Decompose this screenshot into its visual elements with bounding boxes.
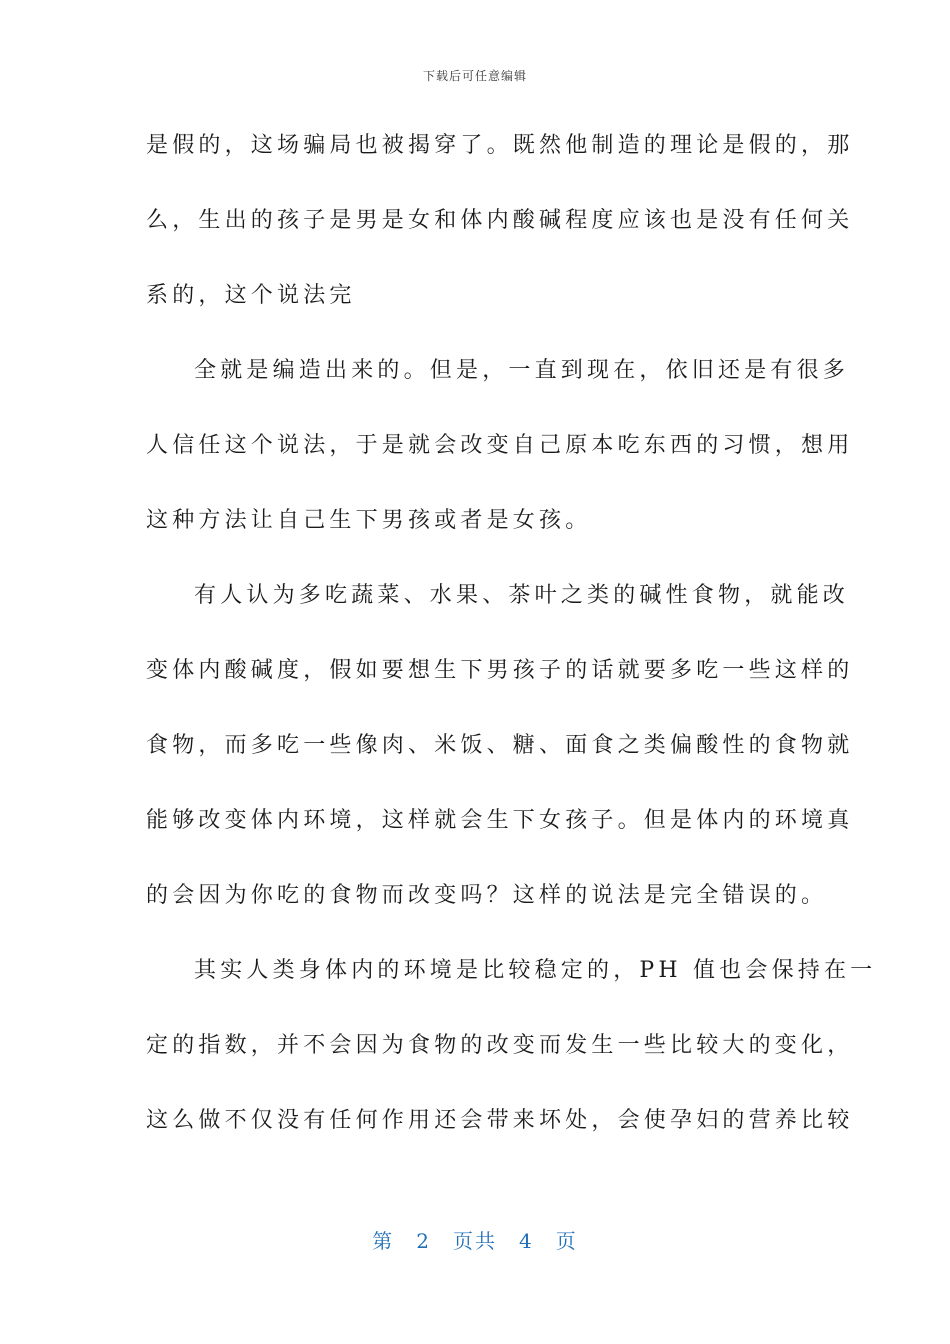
page-footer	[0, 1225, 950, 1254]
paragraph-first-line: 有人认为多吃蔬菜、水果、茶叶之类的碱性食物，就能改	[194, 583, 850, 608]
text-line: 是假的，这场骗局也被揭穿了。既然他制造的理论是假的，那	[146, 133, 854, 158]
total-pages-number: 4	[519, 1229, 534, 1253]
footer-prefix: 第	[372, 1229, 395, 1253]
text-line: 这种方法让自己生下男孩或者是女孩。	[146, 508, 592, 533]
text-line: 变体内酸碱度，假如要想生下男孩子的话就要多吃一些这样的	[146, 658, 854, 683]
body-text	[146, 118, 877, 1168]
footer-middle: 页共	[453, 1229, 497, 1253]
header-note: 下载后可任意编辑	[422, 69, 527, 83]
text-line: 么，生出的孩子是男是女和体内酸碱程度应该也是没有任何关	[146, 208, 854, 233]
text-line: 定的指数，并不会因为食物的改变而发生一些比较大的变化，	[146, 1033, 854, 1058]
footer-suffix: 页	[555, 1229, 578, 1253]
paragraph-first-line: 全就是编造出来的。但是，一直到现在，依旧还是有很多	[194, 358, 850, 383]
current-page-number: 2	[416, 1229, 431, 1253]
text-line: 这么做不仅没有任何作用还会带来坏处，会使孕妇的营养比较	[146, 1108, 854, 1133]
text-line: 人信任这个说法，于是就会改变自己原本吃东西的习惯，想用	[146, 433, 854, 458]
text-line: 系的，这个说法完	[146, 283, 356, 308]
paragraph-first-line: 其实人类身体内的环境是比较稳定的，PH 值也会保持在一	[194, 958, 877, 983]
text-line: 食物，而多吃一些像肉、米饭、糖、面食之类偏酸性的食物就	[146, 733, 854, 758]
text-line: 能够改变体内环境，这样就会生下女孩子。但是体内的环境真	[146, 808, 854, 833]
text-line: 的会因为你吃的食物而改变吗？这样的说法是完全错误的。	[146, 883, 828, 908]
